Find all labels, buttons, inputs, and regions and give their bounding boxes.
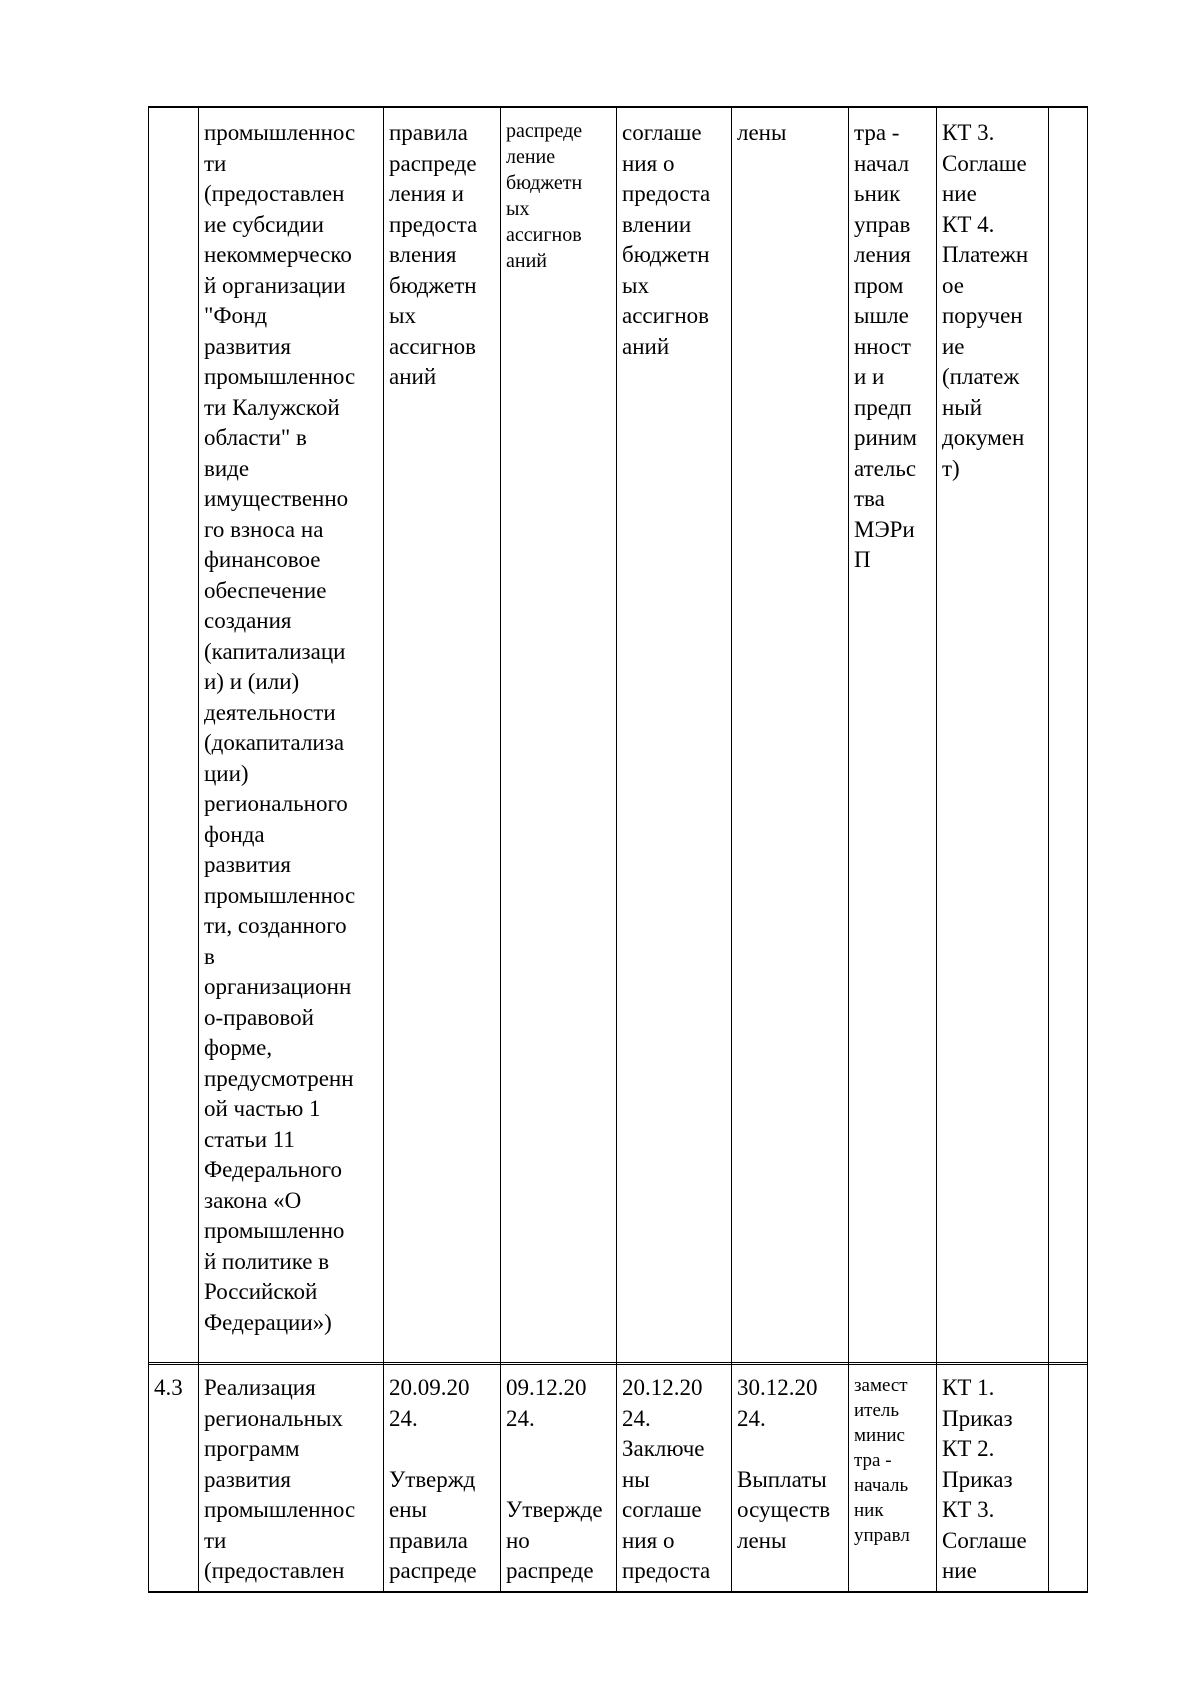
event-description-cell (198, 108, 383, 1364)
control-point-3-cell (616, 1363, 731, 1591)
row-number-cell (148, 108, 198, 1364)
row-number-cell (148, 1363, 198, 1591)
result-documents: КТ 3. Соглаше ние КТ 4. Платежн ое поручен ие (платеж ный докумен т) (942, 120, 1029, 481)
control-point-3-cell (616, 108, 731, 1364)
result-documents: КТ 1. Приказ КТ 2. Приказ КТ 3. Соглаше ние (942, 1375, 1027, 1583)
control-point-4: 30.12.20 24. Выплаты осуществ лены (737, 1375, 831, 1553)
event-description: Реализация региональных программ развития промышленнос ти (предоставлен (204, 1375, 356, 1583)
responsible-person: тра - начал ьник управ ления пром ышле нност и и предп риним ательс тва МЭРи П (854, 120, 917, 572)
control-point-1-cell (383, 108, 500, 1364)
event-description-cell (198, 1363, 383, 1591)
control-point-2-cell (500, 108, 616, 1364)
control-point-4-cell (731, 108, 848, 1364)
results-cell (936, 1363, 1048, 1591)
control-point-3: 20.12.20 24. Заключе ны соглаше ния о предоста (622, 1375, 711, 1583)
responsible-cell (848, 108, 936, 1364)
table-row (148, 106, 1088, 1365)
control-point-4-cell (731, 1363, 848, 1591)
control-point-4: лены (737, 120, 787, 145)
responsible-cell (848, 1363, 936, 1591)
control-point-2: 09.12.20 24. Утвержде но распреде (506, 1375, 603, 1583)
control-point-3: соглаше ния о предоста влении бюджетн ых ассигнов аний (622, 120, 711, 359)
control-point-1-cell (383, 1363, 500, 1591)
responsible-person: замест итель минис тра - началь ник управл (854, 1375, 910, 1546)
table-row (148, 1362, 1088, 1593)
control-point-2-cell (500, 1363, 616, 1591)
control-point-1: правила распреде ления и предоста вления бюджетн ых ассигнов аний (389, 120, 478, 389)
row-number: 4.3 (154, 1375, 183, 1400)
event-description: промышленнос ти (предоставлен ие субсидии некоммерческо й организации "Фонд развития промышленнос ти Калужской области" в виде имущественно го взноса на финансовое обеспечение создания (капитализаци и) и (или) деятельности (докапитализа ции) регионального фонда развития промышленнос ти, созданного в организационн о-правовой форме, предусмотренн ой частью 1 статьи 11 Федерального закона «О промышленно й политике в Российской Федерации») (204, 120, 356, 1335)
control-point-1: 20.09.20 24. Утвержд ены правила распреде (389, 1375, 477, 1583)
results-cell (936, 108, 1048, 1364)
extra-cell (1048, 108, 1088, 1364)
extra-cell (1048, 1363, 1088, 1591)
control-point-2: распреде ление бюджетн ых ассигнов аний (506, 120, 583, 272)
